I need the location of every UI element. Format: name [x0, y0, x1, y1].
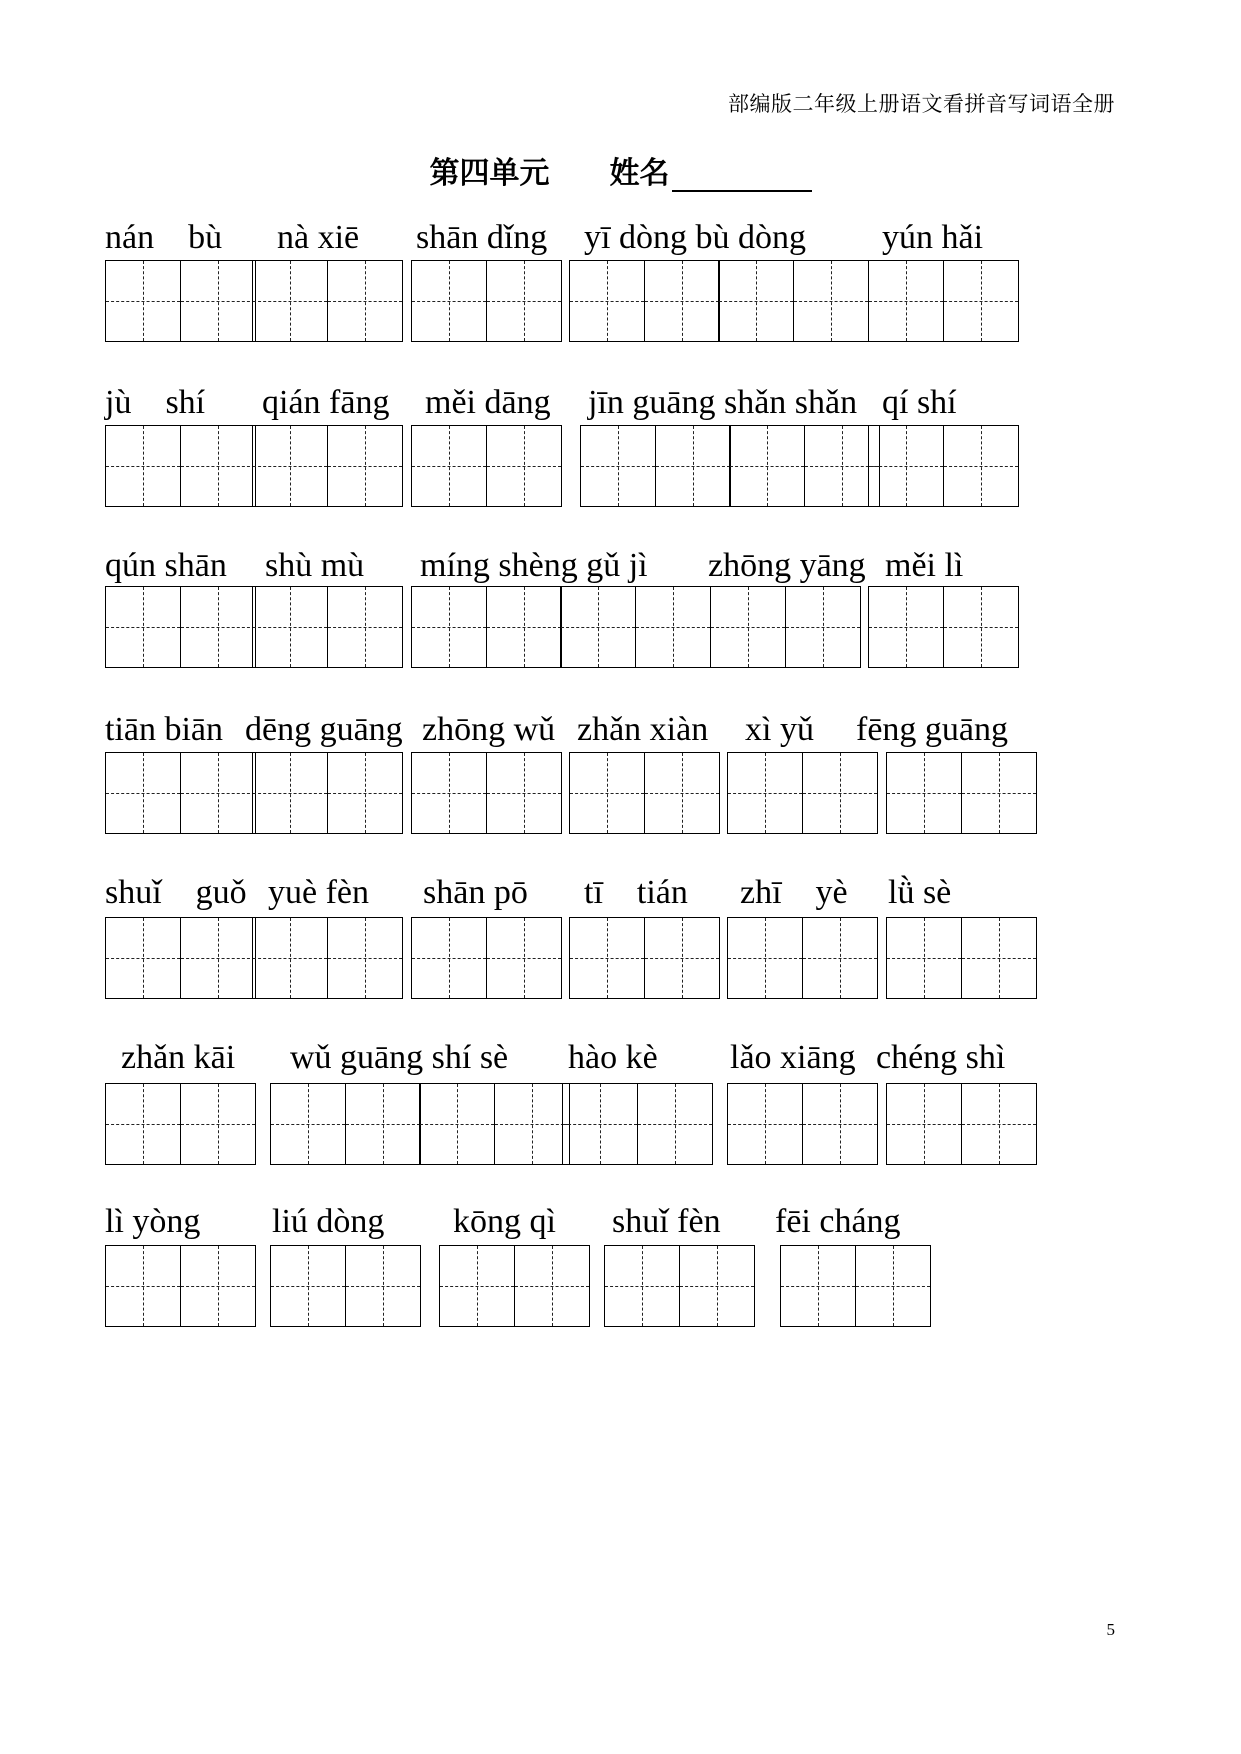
pinyin-label: míng shèng gǔ jì: [420, 547, 648, 584]
character-cell[interactable]: [327, 752, 403, 834]
character-cell[interactable]: [180, 260, 256, 342]
pinyin-label: chéng shì: [876, 1039, 1006, 1076]
writing-grid: [411, 752, 562, 832]
character-cell[interactable]: [180, 1083, 256, 1165]
character-cell[interactable]: [180, 1245, 256, 1327]
writing-grid: [886, 1083, 1037, 1163]
pinyin-label: zhī yè: [740, 874, 848, 911]
pinyin-label: tiān biān: [105, 711, 224, 748]
character-cell[interactable]: [655, 425, 731, 507]
character-cell[interactable]: [105, 752, 181, 834]
character-cell[interactable]: [886, 917, 962, 999]
character-cell[interactable]: [644, 260, 720, 342]
writing-grid: [252, 917, 403, 997]
character-cell[interactable]: [679, 1245, 755, 1327]
pinyin-label: nà xiē: [277, 219, 360, 256]
character-cell[interactable]: [105, 1083, 181, 1165]
writing-grid: [727, 752, 878, 832]
writing-grid: [411, 586, 711, 666]
writing-grid: [439, 1245, 590, 1325]
character-cell[interactable]: [105, 260, 181, 342]
character-cell[interactable]: [411, 586, 487, 668]
character-cell[interactable]: [635, 586, 711, 668]
character-cell[interactable]: [868, 425, 944, 507]
character-cell[interactable]: [868, 586, 944, 668]
character-cell[interactable]: [105, 1245, 181, 1327]
pinyin-label: shuǐ fèn: [612, 1203, 721, 1240]
pinyin-label: nán bù: [105, 219, 223, 256]
character-cell[interactable]: [327, 260, 403, 342]
name-label: 姓名: [609, 156, 670, 191]
character-cell[interactable]: [780, 1245, 856, 1327]
character-cell[interactable]: [718, 260, 794, 342]
pinyin-label: měi dāng: [425, 384, 551, 421]
character-cell[interactable]: [943, 425, 1019, 507]
pinyin-label: shān pō: [423, 874, 528, 911]
character-cell[interactable]: [439, 1245, 515, 1327]
character-cell[interactable]: [560, 586, 636, 668]
character-cell[interactable]: [886, 1083, 962, 1165]
character-cell[interactable]: [419, 1083, 495, 1165]
character-cell[interactable]: [710, 586, 786, 668]
pinyin-label: zhǎn xiàn: [577, 711, 709, 748]
character-cell[interactable]: [345, 1245, 421, 1327]
character-cell[interactable]: [411, 752, 487, 834]
writing-grid: [105, 425, 256, 505]
character-cell[interactable]: [180, 752, 256, 834]
character-cell[interactable]: [486, 586, 562, 668]
writing-grid: [270, 1083, 570, 1163]
pinyin-label: měi lì: [885, 547, 964, 584]
character-cell[interactable]: [580, 425, 656, 507]
character-cell[interactable]: [943, 586, 1019, 668]
pinyin-label: shù mù: [265, 547, 365, 584]
character-cell[interactable]: [569, 917, 645, 999]
character-cell[interactable]: [486, 425, 562, 507]
pinyin-label: yī dòng bù dòng: [584, 219, 806, 256]
character-cell[interactable]: [180, 917, 256, 999]
pinyin-label: zhǎn kāi: [121, 1039, 236, 1076]
character-cell[interactable]: [802, 1083, 878, 1165]
character-cell[interactable]: [562, 1083, 638, 1165]
character-cell[interactable]: [252, 260, 328, 342]
pinyin-label: yún hǎi: [882, 219, 984, 256]
writing-grid: [569, 917, 720, 997]
writing-grid: [252, 586, 403, 666]
writing-grid: [105, 586, 256, 666]
character-cell[interactable]: [180, 425, 256, 507]
pinyin-label: zhōng wǔ: [422, 711, 556, 748]
character-cell[interactable]: [270, 1245, 346, 1327]
unit-title: 第四单元: [429, 156, 550, 191]
character-cell[interactable]: [727, 752, 803, 834]
character-cell[interactable]: [943, 260, 1019, 342]
pinyin-label: zhōng yāng: [708, 547, 866, 584]
writing-grid: [868, 425, 1019, 505]
writing-grid: [562, 1083, 713, 1163]
character-cell[interactable]: [105, 917, 181, 999]
pinyin-label: shuǐ guǒ: [105, 874, 247, 911]
character-cell[interactable]: [105, 586, 181, 668]
character-cell[interactable]: [961, 1083, 1037, 1165]
character-cell[interactable]: [961, 752, 1037, 834]
character-cell[interactable]: [180, 586, 256, 668]
character-cell[interactable]: [802, 752, 878, 834]
writing-grid: [868, 260, 1019, 340]
writing-grid: [580, 425, 880, 505]
character-cell[interactable]: [644, 917, 720, 999]
character-cell[interactable]: [961, 917, 1037, 999]
pinyin-label: liú dòng: [272, 1203, 385, 1240]
pinyin-label: jù shí: [105, 384, 206, 421]
writing-grid: [569, 260, 869, 340]
character-cell[interactable]: [637, 1083, 713, 1165]
pinyin-label: kōng qì: [453, 1203, 556, 1240]
pinyin-label: tī tián: [584, 874, 688, 911]
character-cell[interactable]: [785, 586, 861, 668]
character-cell[interactable]: [569, 260, 645, 342]
writing-grid: [105, 1245, 256, 1325]
character-cell[interactable]: [252, 917, 328, 999]
character-cell[interactable]: [252, 752, 328, 834]
writing-grid: [252, 260, 403, 340]
pinyin-label: shān dǐng: [416, 219, 548, 256]
document-header: 部编版二年级上册语文看拼音写词语全册: [728, 92, 1115, 116]
character-cell[interactable]: [486, 752, 562, 834]
character-cell[interactable]: [327, 586, 403, 668]
character-cell[interactable]: [327, 917, 403, 999]
character-cell[interactable]: [569, 752, 645, 834]
character-cell[interactable]: [494, 1083, 570, 1165]
name-blank[interactable]: [672, 160, 812, 192]
character-cell[interactable]: [411, 425, 487, 507]
character-cell[interactable]: [411, 260, 487, 342]
pinyin-label: lǜ sè: [888, 874, 952, 911]
character-cell[interactable]: [729, 425, 805, 507]
page-number: 5: [1106, 1620, 1115, 1639]
character-cell[interactable]: [411, 917, 487, 999]
character-cell[interactable]: [886, 752, 962, 834]
character-cell[interactable]: [644, 752, 720, 834]
writing-grid: [105, 260, 256, 340]
pinyin-label: wǔ guāng shí sè: [290, 1039, 509, 1076]
pinyin-label: fēng guāng: [856, 711, 1009, 748]
character-cell[interactable]: [105, 425, 181, 507]
writing-grid: [727, 917, 878, 997]
pinyin-label: hào kè: [568, 1039, 658, 1076]
character-cell[interactable]: [802, 917, 878, 999]
character-cell[interactable]: [868, 260, 944, 342]
character-cell[interactable]: [252, 586, 328, 668]
writing-grid: [252, 752, 403, 832]
pinyin-label: yuè fèn: [268, 874, 370, 911]
writing-grid: [252, 425, 403, 505]
character-cell[interactable]: [604, 1245, 680, 1327]
writing-grid: [886, 752, 1037, 832]
writing-grid: [411, 425, 562, 505]
writing-grid: [569, 752, 720, 832]
writing-grid: [886, 917, 1037, 997]
page-title: [0, 148, 1241, 192]
character-cell[interactable]: [855, 1245, 931, 1327]
writing-grid: [411, 917, 562, 997]
pinyin-label: fēi cháng: [775, 1203, 901, 1240]
character-cell[interactable]: [486, 917, 562, 999]
pinyin-label: dēng guāng: [245, 711, 403, 748]
writing-grid: [780, 1245, 931, 1325]
pinyin-label: qún shān: [105, 547, 227, 584]
character-cell[interactable]: [270, 1083, 346, 1165]
character-cell[interactable]: [486, 260, 562, 342]
writing-grid: [105, 917, 256, 997]
writing-grid: [868, 586, 1019, 666]
character-cell[interactable]: [327, 425, 403, 507]
character-cell[interactable]: [252, 425, 328, 507]
pinyin-label: xì yǔ: [745, 711, 814, 748]
pinyin-label: lì yòng: [105, 1203, 201, 1240]
writing-grid: [411, 260, 562, 340]
writing-grid: [105, 752, 256, 832]
pinyin-label: jīn guāng shǎn shǎn: [588, 384, 858, 421]
pinyin-label: lǎo xiāng: [730, 1039, 856, 1076]
writing-grid: [604, 1245, 755, 1325]
character-cell[interactable]: [727, 1083, 803, 1165]
character-cell[interactable]: [345, 1083, 421, 1165]
writing-grid: [105, 1083, 256, 1163]
character-cell[interactable]: [514, 1245, 590, 1327]
pinyin-label: qián fāng: [262, 384, 390, 421]
writing-grid: [710, 586, 861, 666]
writing-grid: [270, 1245, 421, 1325]
character-cell[interactable]: [793, 260, 869, 342]
character-cell[interactable]: [727, 917, 803, 999]
writing-grid: [727, 1083, 878, 1163]
pinyin-label: qí shí: [882, 384, 957, 421]
